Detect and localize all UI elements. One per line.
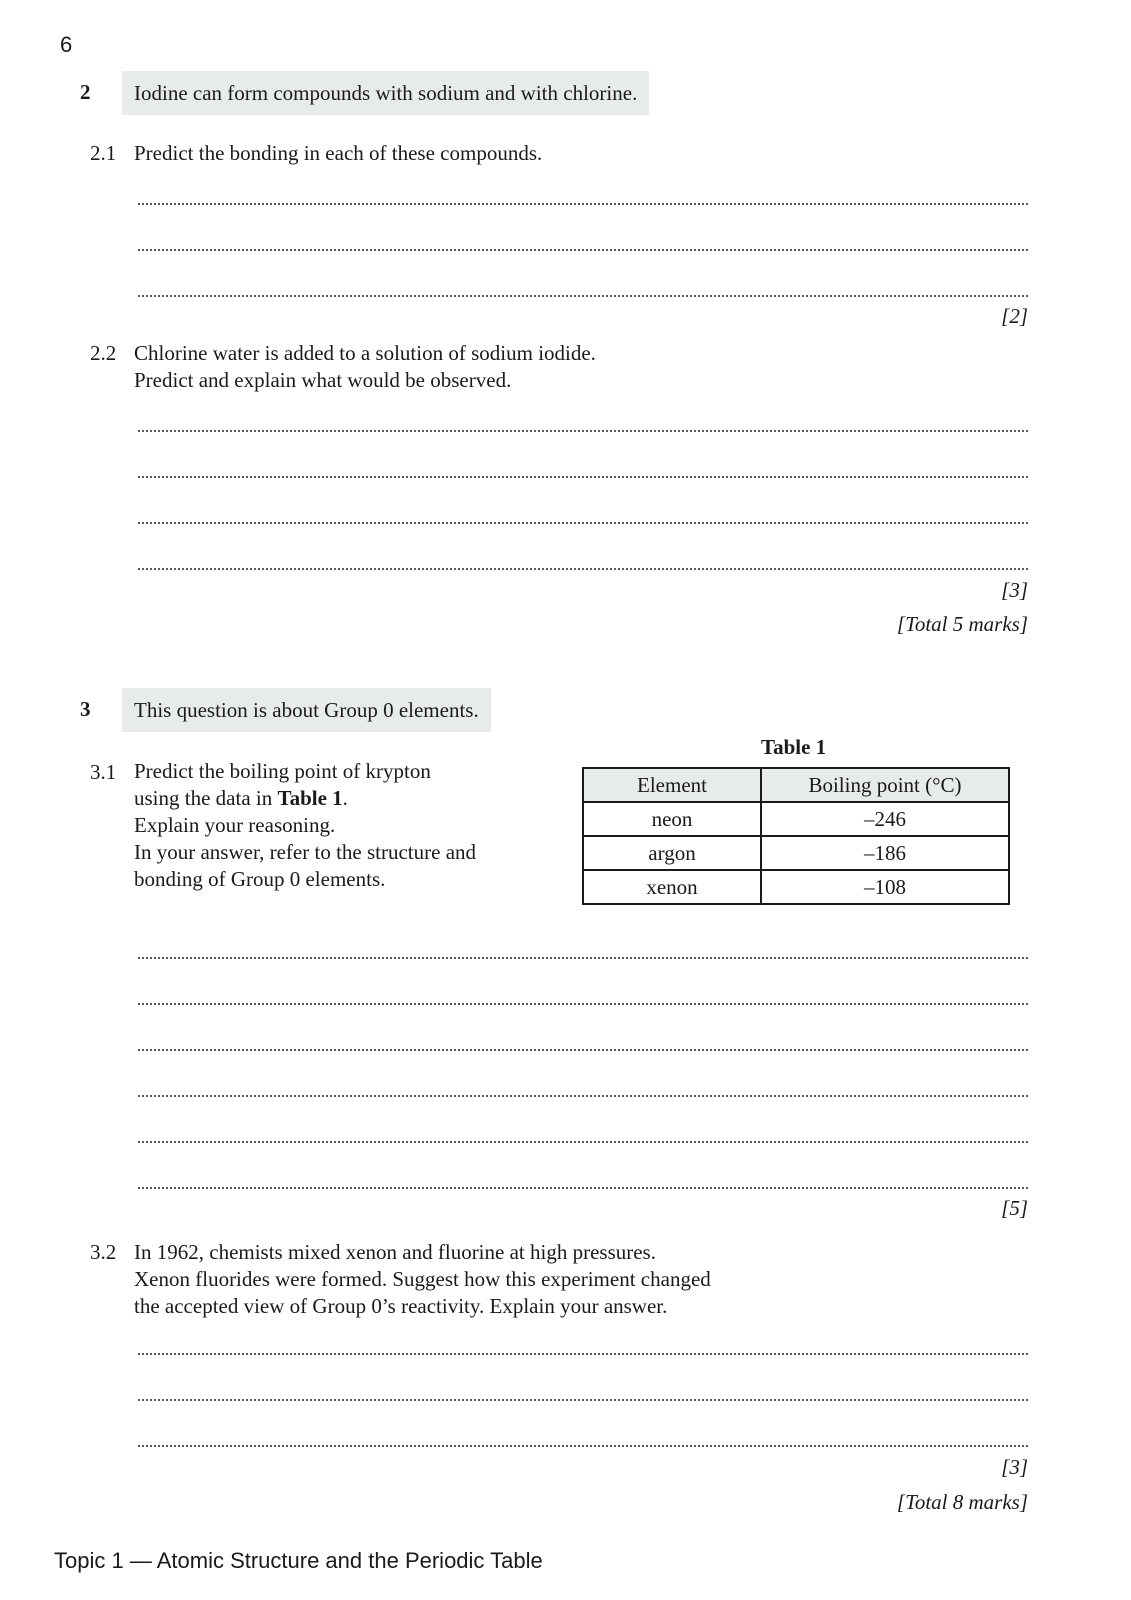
page-number: 6 bbox=[60, 32, 73, 57]
question-2-number: 2 bbox=[80, 80, 91, 104]
table-cell-boiling-point: –246 bbox=[761, 802, 1009, 836]
question-3-2-text-line: In 1962, chemists mixed xenon and fluorine at high pressures. bbox=[134, 1240, 656, 1264]
table-cell-boiling-point: –108 bbox=[761, 870, 1009, 904]
question-2-2-text-line: Chlorine water is added to a solution of sodium iodide. bbox=[134, 341, 596, 365]
table-header-row bbox=[583, 768, 1009, 802]
total-marks-q3: [Total 8 marks] bbox=[896, 1490, 1028, 1514]
question-3-2-text-line: Xenon fluorides were formed. Suggest how this experiment changed bbox=[134, 1267, 711, 1291]
answer-line[interactable] bbox=[138, 203, 1028, 205]
question-3-stem: This question is about Group 0 elements. bbox=[122, 688, 491, 732]
answer-line[interactable] bbox=[138, 430, 1028, 432]
question-2-stem: Iodine can form compounds with sodium and with chlorine. bbox=[122, 71, 649, 115]
question-3-1-text-line: bonding of Group 0 elements. bbox=[134, 867, 386, 891]
question-3-1-text-line: using the data in Table 1. bbox=[134, 786, 348, 810]
table-cell-element: argon bbox=[583, 836, 761, 870]
question-3-1-text-line: In your answer, refer to the structure and bbox=[134, 840, 477, 864]
question-3-1-text-line: Predict the boiling point of krypton bbox=[134, 759, 431, 783]
answer-line[interactable] bbox=[138, 295, 1028, 297]
question-3-1-text-line: Explain your reasoning. bbox=[134, 813, 336, 837]
table-header-boiling-point: Boiling point (°C) bbox=[761, 768, 1009, 802]
table-reference: Table 1 bbox=[277, 786, 343, 810]
answer-line[interactable] bbox=[138, 1399, 1028, 1401]
answer-line[interactable] bbox=[138, 1187, 1028, 1189]
question-2-1-text: Predict the bonding in each of these compounds. bbox=[134, 141, 543, 165]
question-3-1-number: 3.1 bbox=[90, 760, 117, 784]
question-2-2-text-line: Predict and explain what would be observed. bbox=[134, 368, 512, 392]
answer-line[interactable] bbox=[138, 1141, 1028, 1143]
question-2-1-number: 2.1 bbox=[90, 141, 117, 165]
marks-3-2: [3] bbox=[1001, 1455, 1028, 1479]
answer-line[interactable] bbox=[138, 1095, 1028, 1097]
answer-line[interactable] bbox=[138, 1445, 1028, 1447]
answer-line[interactable] bbox=[138, 1353, 1028, 1355]
answer-line[interactable] bbox=[138, 249, 1028, 251]
question-3-2-text-line: the accepted view of Group 0’s reactivity. Explain your answer. bbox=[134, 1294, 668, 1318]
answer-line[interactable] bbox=[138, 957, 1028, 959]
table-cell-element: xenon bbox=[583, 870, 761, 904]
question-3-number: 3 bbox=[80, 697, 91, 721]
table-header-element: Element bbox=[583, 768, 761, 802]
total-marks-q2: [Total 5 marks] bbox=[896, 612, 1028, 636]
marks-2-1: [2] bbox=[1001, 304, 1028, 328]
answer-line[interactable] bbox=[138, 1003, 1028, 1005]
marks-3-1: [5] bbox=[1001, 1196, 1028, 1220]
table-cell-boiling-point: –186 bbox=[761, 836, 1009, 870]
table-caption: Table 1 bbox=[761, 735, 827, 759]
answer-line[interactable] bbox=[138, 522, 1028, 524]
table-row bbox=[583, 802, 1009, 836]
table-row bbox=[583, 870, 1009, 904]
page-footer: Topic 1 — Atomic Structure and the Periodic Table bbox=[54, 1548, 543, 1573]
table-row bbox=[583, 836, 1009, 870]
answer-line[interactable] bbox=[138, 476, 1028, 478]
marks-2-2: [3] bbox=[1001, 578, 1028, 602]
answer-line[interactable] bbox=[138, 1049, 1028, 1051]
table-cell-element: neon bbox=[583, 802, 761, 836]
answer-line[interactable] bbox=[138, 568, 1028, 570]
boiling-point-table bbox=[582, 767, 1010, 905]
question-2-2-number: 2.2 bbox=[90, 341, 117, 365]
question-3-2-number: 3.2 bbox=[90, 1240, 117, 1264]
